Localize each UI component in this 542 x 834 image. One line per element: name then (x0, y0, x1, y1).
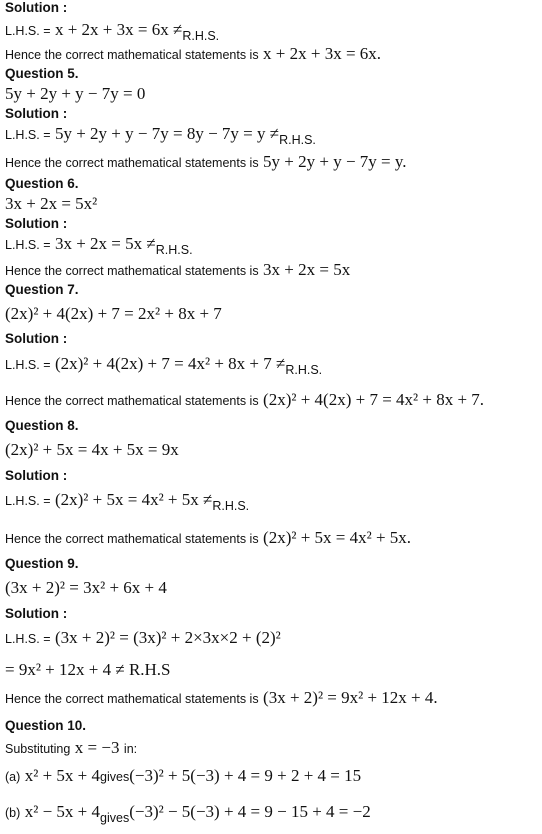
math-expression: 5y + 2y + y − 7y = y. (263, 152, 407, 171)
math-result: (−3)² + 5(−3) + 4 = 9 + 2 + 4 = 15 (129, 766, 362, 785)
part-label: (a) (5, 770, 21, 784)
gives-text: gives (100, 811, 130, 825)
question-heading: Question 6. (5, 176, 79, 191)
math-result: (−3)² − 5(−3) + 4 = 9 − 15 + 4 = −2 (129, 802, 371, 821)
question-heading: Question 10. (5, 718, 87, 733)
math-expression: (2x)² + 5x = 4x² + 5x. (263, 528, 412, 547)
conclusion-line (5, 44, 381, 64)
math-expression: (3x + 2)² = (3x)² + 2×3x×2 + (2)² (54, 628, 281, 647)
question-heading: Question 9. (5, 556, 79, 571)
math-expression: x² + 5x + 4 (24, 766, 101, 785)
solution-heading: Solution : (5, 106, 68, 121)
substitution-line (5, 738, 137, 758)
conclusion-line (5, 688, 438, 708)
math-expression: x + 2x + 3x = 6x ≠ (54, 20, 183, 39)
substitution-text: Substituting (5, 742, 71, 756)
lhs-label: L.H.S. = (5, 128, 51, 142)
part-label: (b) (5, 806, 21, 820)
question-expression: 3x + 2x = 5x² (5, 194, 98, 213)
math-expression: (2x)² + 4(2x) + 7 = 4x² + 8x + 7 ≠ (54, 354, 286, 373)
rhs-label: R.H.S. (212, 499, 250, 513)
math-expression: 3x + 2x = 5x (263, 260, 351, 279)
conclusion-line (5, 528, 411, 548)
question-heading: Question 5. (5, 66, 79, 81)
lhs-line (5, 20, 220, 43)
question-expression: (3x + 2)² = 3x² + 6x + 4 (5, 578, 167, 597)
solution-heading: Solution : (5, 216, 68, 231)
conclusion-text: Hence the correct mathematical statements is (5, 48, 259, 62)
solution-heading: Solution : (5, 468, 68, 483)
math-expression: (3x + 2)² = 9x² + 12x + 4. (263, 688, 438, 707)
conclusion-text: Hence the correct mathematical statements is (5, 156, 259, 170)
conclusion-line (5, 152, 407, 172)
solution-heading: Solution : (5, 331, 68, 346)
question-heading: Question 7. (5, 282, 79, 297)
lhs-label: L.H.S. = (5, 238, 51, 252)
solution-heading: Solution : (5, 606, 68, 621)
lhs-line (5, 490, 250, 513)
lhs-label: L.H.S. = (5, 24, 51, 38)
question-expression: 5y + 2y + y − 7y = 0 (5, 84, 146, 103)
conclusion-line (5, 390, 484, 410)
question-heading: Question 8. (5, 418, 79, 433)
substitution-in: in: (123, 742, 138, 756)
solution-heading: Solution : (5, 0, 68, 15)
rhs-label: R.H.S. (182, 29, 220, 43)
lhs-line (5, 628, 281, 648)
question-expression: (2x)² + 5x = 4x + 5x = 9x (5, 440, 179, 459)
conclusion-text: Hence the correct mathematical statements is (5, 692, 259, 706)
math-expression: x + 2x + 3x = 6x. (263, 44, 382, 63)
math-expression: (2x)² + 5x = 4x² + 5x ≠ (54, 490, 213, 509)
rhs-label: R.H.S. (285, 363, 323, 377)
math-expression: x = −3 (74, 738, 120, 757)
math-expression: (2x)² + 4(2x) + 7 = 4x² + 8x + 7. (263, 390, 485, 409)
part-a-line (5, 766, 361, 786)
rhs-label: R.H.S. (155, 243, 193, 257)
gives-text: gives (100, 770, 130, 784)
lhs-label: L.H.S. = (5, 358, 51, 372)
conclusion-text: Hence the correct mathematical statements is (5, 394, 259, 408)
conclusion-text: Hence the correct mathematical statements is (5, 264, 259, 278)
question-expression: (2x)² + 4(2x) + 7 = 2x² + 8x + 7 (5, 304, 222, 323)
math-expression: 3x + 2x = 5x ≠ (54, 234, 156, 253)
math-expression: 5y + 2y + y − 7y = 8y − 7y = y ≠ (54, 124, 280, 143)
math-expression: x² − 5x + 4 (24, 802, 101, 821)
lhs-label: L.H.S. = (5, 632, 51, 646)
rhs-label: R.H.S. (279, 133, 316, 147)
lhs-line (5, 234, 193, 257)
lhs-label: L.H.S. = (5, 494, 51, 508)
math-expression: = 9x² + 12x + 4 ≠ R.H.S (5, 660, 171, 679)
conclusion-line (5, 260, 350, 280)
conclusion-text: Hence the correct mathematical statements is (5, 532, 259, 546)
part-b-line (5, 802, 371, 825)
lhs-line (5, 354, 323, 377)
lhs-line (5, 124, 316, 147)
